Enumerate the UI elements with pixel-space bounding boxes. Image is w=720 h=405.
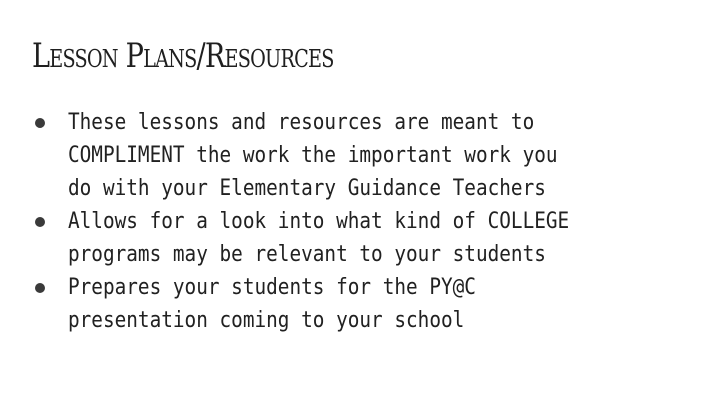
bullet-text-line: Allows for a look into what kind of COLLEGE — [68, 209, 570, 234]
bullet-item — [32, 106, 702, 205]
bullet-dot-icon — [35, 217, 45, 227]
slide-title: Lesson Plans/Resources — [32, 36, 334, 76]
bullet-text-line: These lessons and resources are meant to — [68, 110, 535, 135]
bullet-dot-icon — [35, 283, 45, 293]
bullet-text-line: COMPLIMENT the work the important work you — [68, 143, 558, 168]
bullet-item — [32, 205, 702, 271]
bullet-text-line: presentation coming to your school — [68, 308, 465, 333]
bullet-list — [32, 106, 702, 337]
bullet-item — [32, 271, 702, 337]
bullet-text-line: Prepares your students for the PY@C — [68, 275, 476, 300]
bullet-text-line: do with your Elementary Guidance Teachers — [68, 176, 546, 201]
bullet-text-line: programs may be relevant to your students — [68, 242, 546, 267]
bullet-dot-icon — [35, 118, 45, 128]
